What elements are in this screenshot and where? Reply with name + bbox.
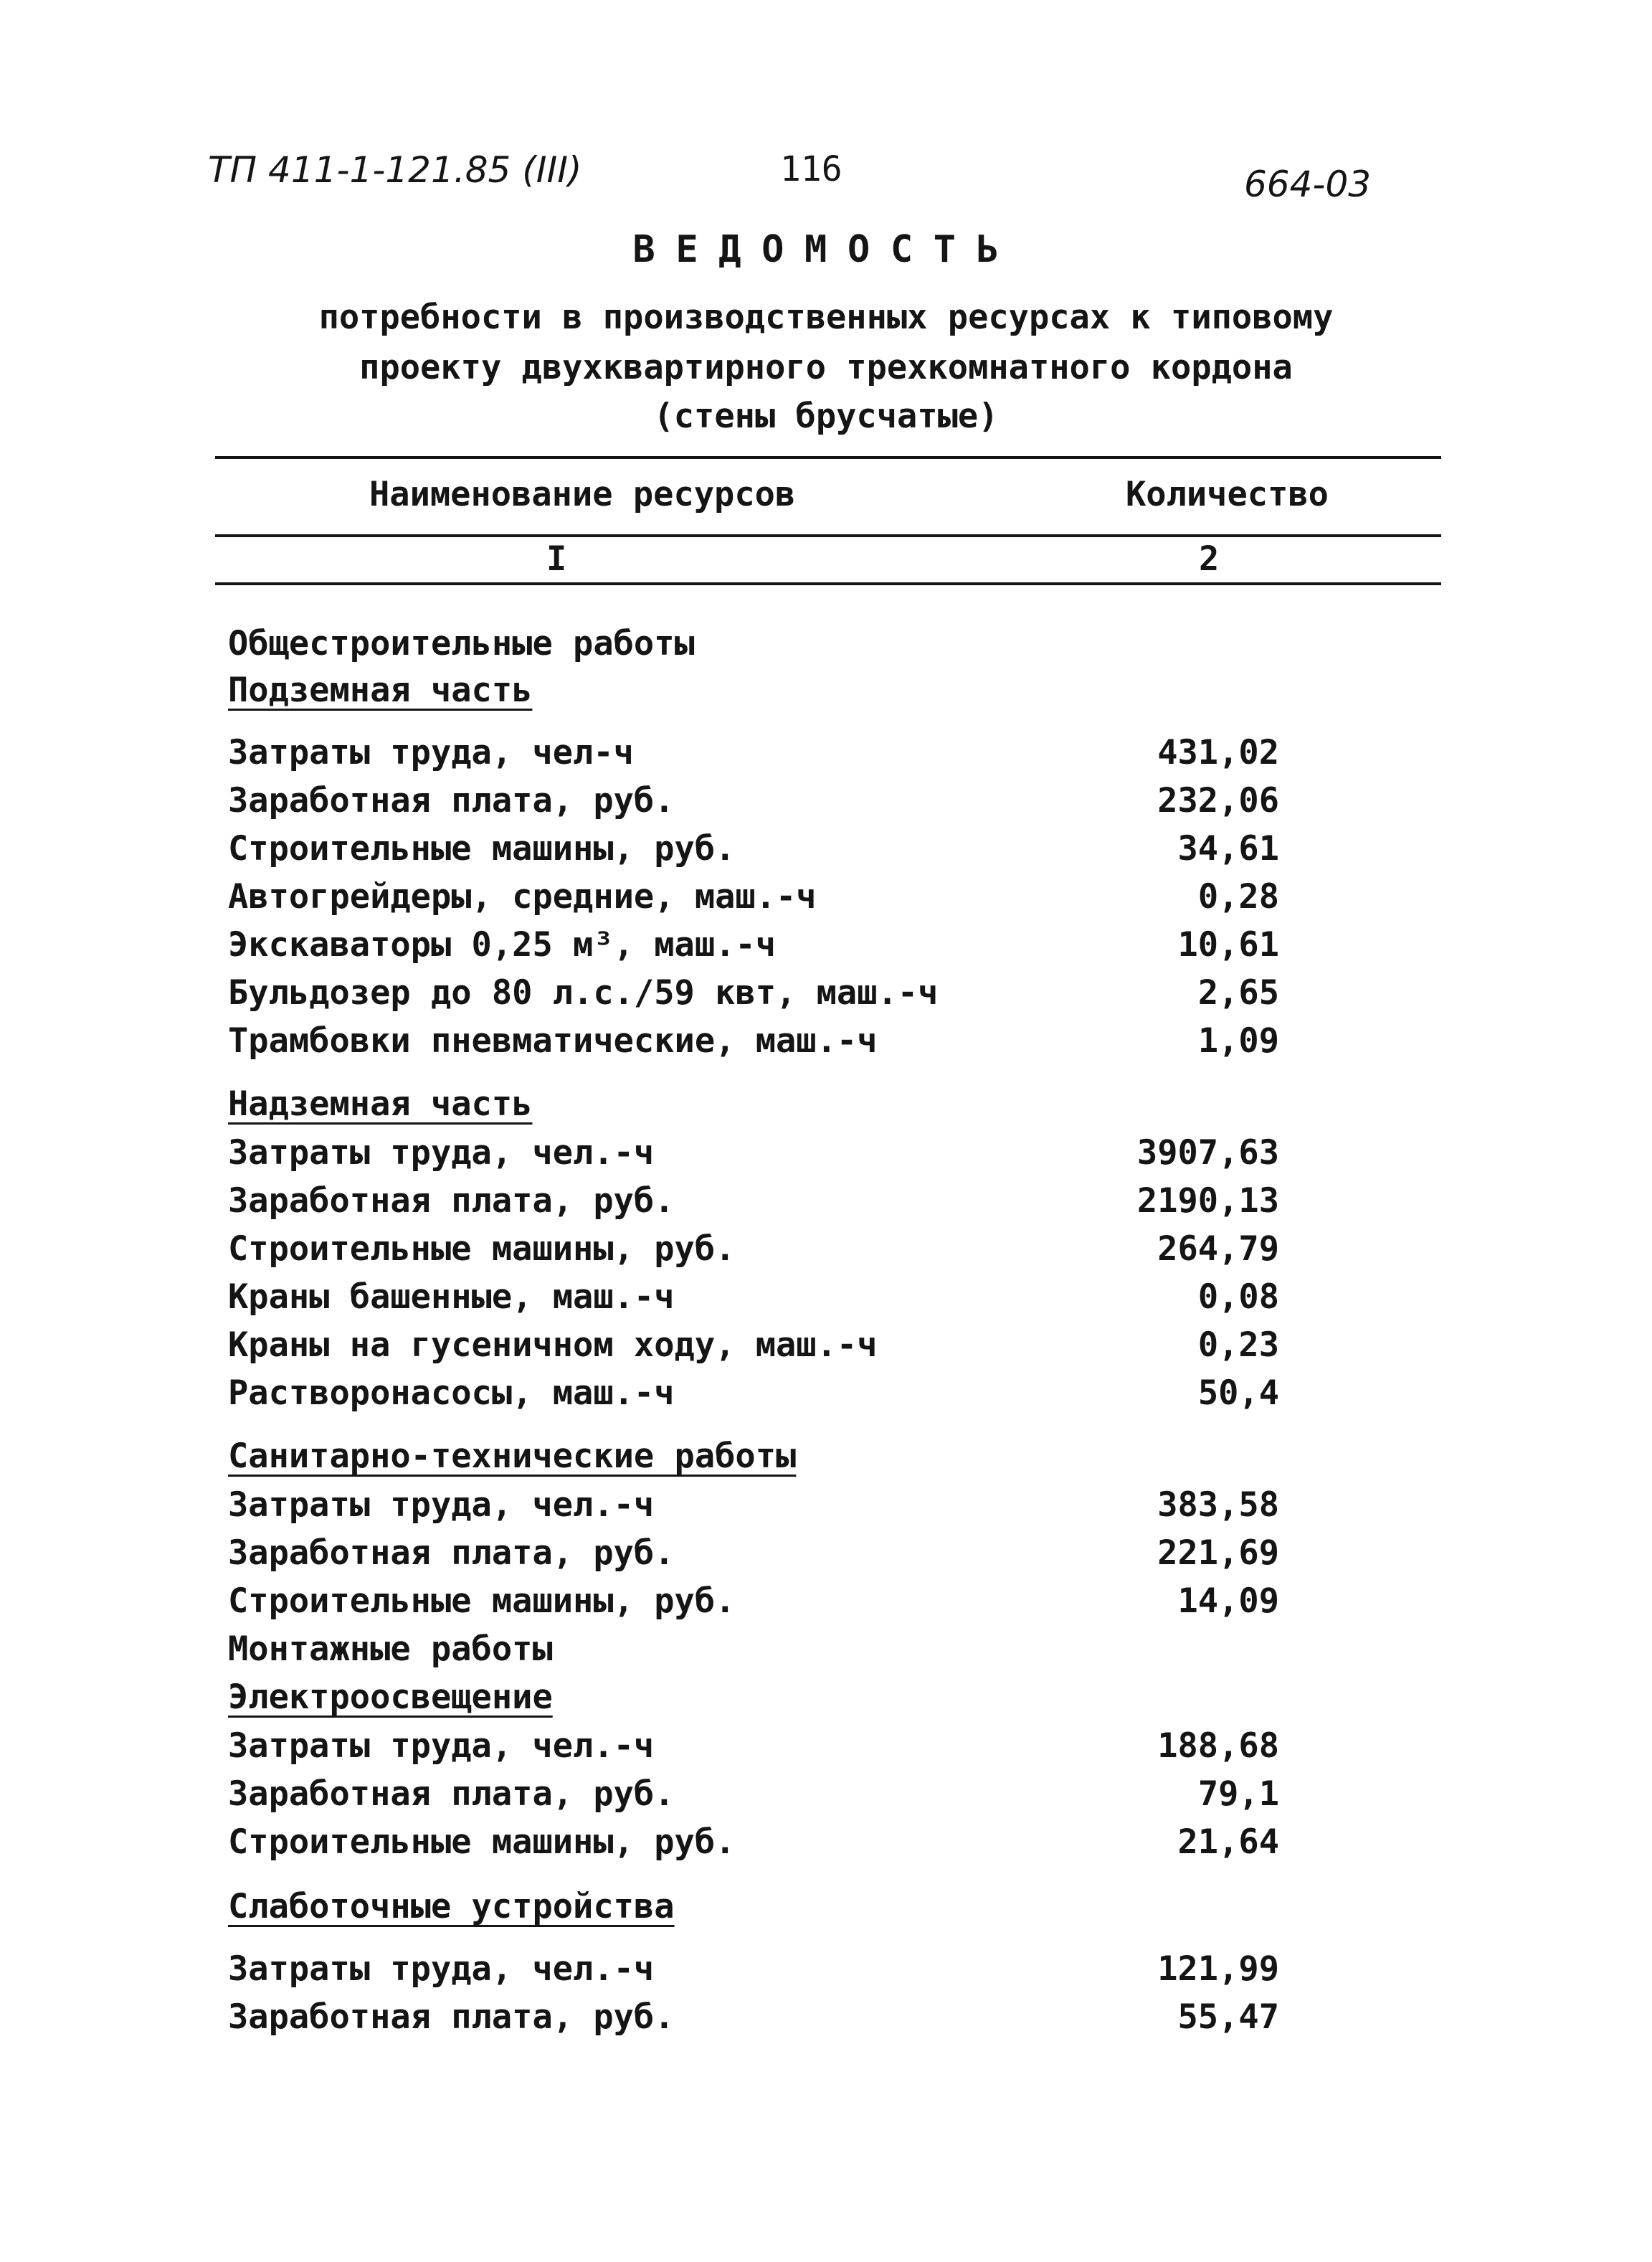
- table-numbers-rule: [215, 582, 1441, 585]
- document-code: ТП 411-1-121.85 (III): [208, 149, 582, 191]
- column-number-2: 2: [1199, 539, 1220, 579]
- resource-quantity: 14,09: [1177, 1581, 1279, 1621]
- resource-name: Краны на гусеничном ходу, маш.-ч: [228, 1325, 878, 1365]
- sheet-code: 664-03: [1244, 164, 1372, 205]
- table-header-rule: [215, 534, 1441, 537]
- resource-name: Бульдозер до 80 л.с./59 квт, маш.-ч: [228, 973, 939, 1013]
- resource-quantity: 55,47: [1177, 1997, 1279, 2037]
- subsection-heading: Санитарно-технические работы: [228, 1437, 797, 1476]
- subsection-heading: Слаботочные устройства: [228, 1887, 675, 1926]
- resource-quantity: 2190,13: [1136, 1181, 1279, 1221]
- resource-quantity: 79,1: [1197, 1774, 1279, 1814]
- resource-quantity: 21,64: [1177, 1822, 1279, 1862]
- resource-name: Растворонасосы, маш.-ч: [228, 1373, 675, 1413]
- subsection-heading: Электроосвещение: [228, 1677, 553, 1717]
- resource-quantity: 0,08: [1197, 1277, 1279, 1317]
- resource-quantity: 0,23: [1197, 1325, 1279, 1365]
- column-number-1: I: [546, 539, 567, 579]
- resource-name: Затраты труда, чел.-ч: [228, 1485, 655, 1525]
- page-number: 116: [780, 149, 842, 189]
- resource-quantity: 221,69: [1157, 1533, 1279, 1573]
- resource-name: Заработная плата, руб.: [228, 1774, 675, 1814]
- resource-name: Затраты труда, чел.-ч: [228, 1949, 655, 1989]
- resource-name: Заработная плата, руб.: [228, 1533, 675, 1573]
- subtitle-line-1: потребности в производственных ресурсах к типовому: [318, 298, 1334, 337]
- resource-quantity: 121,99: [1157, 1949, 1279, 1989]
- resource-name: Краны башенные, маш.-ч: [228, 1277, 675, 1317]
- document-title: ВЕДОМОСТЬ: [632, 228, 1020, 271]
- resource-name: Автогрейдеры, средние, маш.-ч: [228, 877, 817, 917]
- section-heading: Монтажные работы: [228, 1629, 553, 1669]
- resource-name: Экскаваторы 0,25 м³, маш.-ч: [228, 925, 777, 965]
- resource-quantity: 264,79: [1157, 1229, 1279, 1269]
- column-header-name: Наименование ресурсов: [369, 475, 796, 514]
- resource-quantity: 188,68: [1157, 1726, 1279, 1766]
- subtitle-line-3: (стены брусчатые): [653, 397, 999, 436]
- resource-name: Заработная плата, руб.: [228, 781, 675, 820]
- subsection-heading: Подземная часть: [228, 671, 533, 710]
- resource-quantity: 10,61: [1177, 925, 1279, 965]
- resource-name: Трамбовки пневматические, маш.-ч: [228, 1021, 878, 1061]
- resource-name: Строительные машины, руб.: [228, 1581, 736, 1621]
- subtitle-line-2: проекту двухквартирного трехкомнатного кордона: [359, 348, 1293, 387]
- resource-name: Затраты труда, чел.-ч: [228, 1133, 655, 1173]
- resource-name: Строительные машины, руб.: [228, 829, 736, 869]
- resource-quantity: 3907,63: [1136, 1133, 1279, 1173]
- resource-quantity: 34,61: [1177, 829, 1279, 869]
- resource-quantity: 50,4: [1197, 1373, 1279, 1413]
- resource-name: Заработная плата, руб.: [228, 1997, 675, 2037]
- resource-name: Строительные машины, руб.: [228, 1229, 736, 1269]
- resource-name: Затраты труда, чел-ч: [228, 733, 634, 772]
- table-top-rule: [215, 456, 1441, 459]
- section-heading: Общестроительные работы: [228, 624, 695, 663]
- subsection-heading: Надземная часть: [228, 1084, 533, 1124]
- resource-name: Затраты труда, чел.-ч: [228, 1726, 655, 1766]
- resource-quantity: 383,58: [1157, 1485, 1279, 1525]
- resource-quantity: 431,02: [1157, 733, 1279, 772]
- resource-quantity: 0,28: [1197, 877, 1279, 917]
- resource-quantity: 232,06: [1157, 781, 1279, 820]
- resource-quantity: 2,65: [1197, 973, 1279, 1013]
- column-header-quantity: Количество: [1126, 475, 1329, 514]
- resource-name: Заработная плата, руб.: [228, 1181, 675, 1221]
- resource-name: Строительные машины, руб.: [228, 1822, 736, 1862]
- resource-quantity: 1,09: [1197, 1021, 1279, 1061]
